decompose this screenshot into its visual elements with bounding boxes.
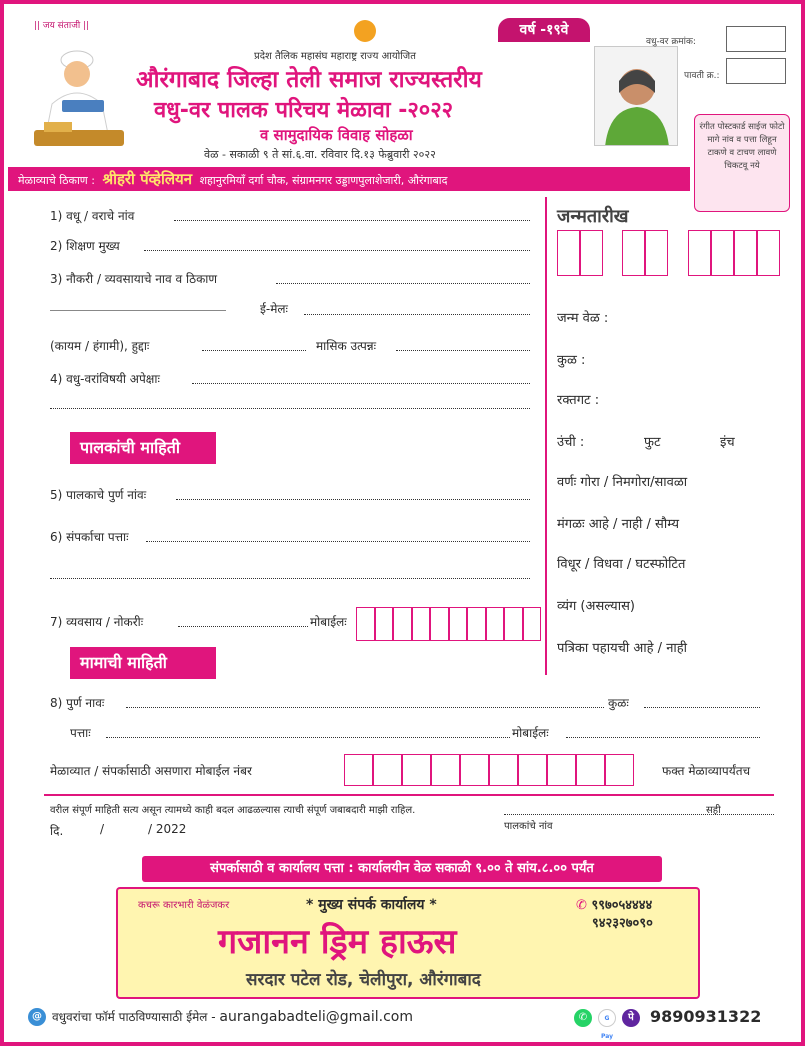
field-mobile-label: मोबाईलः — [310, 615, 347, 629]
birth-time-label: जन्म वेळ : — [557, 311, 609, 326]
dob-digit-box[interactable] — [734, 230, 757, 276]
field-parent-name-line[interactable] — [176, 499, 530, 500]
parents-section-head: पालकांची माहिती — [70, 432, 216, 464]
reg-number-box[interactable] — [726, 26, 786, 52]
dob-digit-box[interactable] — [557, 230, 580, 276]
date-separator: / — [100, 822, 105, 836]
office-box — [116, 887, 700, 999]
complexion-label: वर्णः गोरा / निमगोरा/सावळा — [557, 475, 688, 490]
parent-name-label: पालकांचे नांव — [504, 821, 553, 832]
signature-label: सही — [706, 805, 721, 816]
contact-band: संपर्कासाठी व कार्यालय पत्ता : कार्यालयीन वेळ सकाळी ९.०० ते सांय.८.०० पर्यंत — [142, 856, 662, 882]
phonepe-icon: पे — [622, 1009, 640, 1027]
mobile-digit-box[interactable] — [467, 607, 486, 641]
field-contact-address-line[interactable] — [146, 541, 530, 542]
melava-mobile-digit-box[interactable] — [605, 754, 634, 786]
gpay-icon: G Pay — [598, 1009, 616, 1027]
melava-mobile-digit-box[interactable] — [518, 754, 547, 786]
event-timing: वेळ - सकाळी ९ ते सां.६.वा. रविवार दि.१३ फेब्रुवारी २०२२ — [204, 148, 436, 161]
melava-mobile-digit-box[interactable] — [460, 754, 489, 786]
receipt-label: पावती क्र.: — [684, 71, 720, 81]
reg-number-label: वधु-वर क्रमांक: — [646, 37, 696, 47]
field-job-line-2[interactable] — [50, 310, 226, 311]
office-phone-1[interactable] — [576, 895, 652, 913]
office-phone-2[interactable]: ९४२३२७०९० — [592, 916, 653, 931]
signature-line[interactable] — [504, 814, 774, 815]
email-icon: @ — [28, 1008, 46, 1026]
field-name-label: 1) वधू / वराचे नांव — [50, 209, 135, 223]
ganesh-emblem — [354, 20, 376, 42]
dob-digit-box[interactable] — [757, 230, 780, 276]
year-badge: वर्ष -१९वे — [498, 18, 590, 42]
dob-digit-box[interactable] — [622, 230, 645, 276]
whatsapp-icon: ✆ — [574, 1009, 592, 1027]
field-uncle-name-label: 8) पुर्ण नावः — [50, 696, 105, 710]
office-name: गजानन ड्रिम हाऊस — [218, 922, 457, 962]
inch-label: इंच — [720, 435, 735, 450]
field-job-label: 3) नौकरी / व्यवसायाचे नाव व ठिकाण — [50, 272, 218, 286]
melava-mobile-digit-box[interactable] — [402, 754, 431, 786]
dob-title: जन्मतारीख — [557, 206, 629, 227]
field-permanent-label: (कायम / हंगामी), हुद्दाः — [50, 339, 150, 353]
dob-digit-box[interactable] — [580, 230, 603, 276]
mobile-digit-box[interactable] — [504, 607, 523, 641]
field-uncle-mobile-line[interactable] — [566, 737, 760, 738]
feet-label: फुट — [644, 435, 661, 450]
melava-mobile-digit-box[interactable] — [344, 754, 373, 786]
mobile-digit-box[interactable] — [523, 607, 542, 641]
mobile-digit-box[interactable] — [375, 607, 394, 641]
disability-label: व्यंग (असल्यास) — [557, 599, 635, 614]
melava-mobile-digit-box[interactable] — [547, 754, 576, 786]
field-contact-address-line-2[interactable] — [50, 578, 530, 579]
tagline: || जय संताजी || — [34, 21, 90, 31]
title-line-2: वधु-वर पालक परिचय मेळावा -२०२२ — [154, 98, 454, 123]
field-expectation-line-2[interactable] — [50, 408, 530, 409]
title-line-3: व सामुदायिक विवाह सोहळा — [260, 126, 413, 144]
melava-mobile-digit-box[interactable] — [489, 754, 518, 786]
photo-note: रंगीत पोस्टकार्ड साईज फोटो मागे नांव व पत्ता लिहून टाकणे व टाचण लावणे चिकटवू नये — [694, 114, 790, 212]
field-occupation-label: 7) व्यवसाय / नोकरीः — [50, 615, 144, 629]
date-prefix: दि. — [50, 824, 64, 838]
contact-person: कचरू कारभारी वेळंजकर — [138, 900, 230, 911]
dob-digit-box[interactable] — [645, 230, 668, 276]
field-expectation-label: 4) वधु-वरांविषयी अपेक्षाः — [50, 372, 160, 386]
field-uncle-address-line[interactable] — [106, 737, 510, 738]
email-address[interactable]: aurangabadteli@gmail.com — [219, 1009, 413, 1025]
field-parent-name-label: 5) पालकाचे पुर्ण नांवः — [50, 488, 147, 502]
field-uncle-name-line[interactable] — [126, 707, 604, 708]
field-contact-address-label: 6) संपर्काचा पत्ताः — [50, 530, 129, 544]
dob-digit-box[interactable] — [711, 230, 734, 276]
field-education-line[interactable] — [144, 250, 530, 251]
receipt-box[interactable] — [726, 58, 786, 84]
field-uncle-mobile-label: मोबाईलः — [512, 726, 549, 740]
blood-group-label: रक्तगट : — [557, 393, 600, 408]
field-occupation-line[interactable] — [178, 626, 308, 627]
melava-mobile-digit-box[interactable] — [431, 754, 460, 786]
main-phone[interactable]: 9890931322 — [650, 1007, 762, 1026]
mobile-digit-box[interactable] — [356, 607, 375, 641]
marital-status-label: विधूर / विधवा / घटस्फोटित — [557, 557, 686, 572]
office-address: सरदार पटेल रोड, चेलीपुरा, औरंगाबाद — [246, 970, 481, 990]
date-year: / 2022 — [148, 822, 187, 836]
mobile-digit-box[interactable] — [393, 607, 412, 641]
uncle-section-head: मामाची माहिती — [70, 647, 216, 679]
melava-mobile-digit-box[interactable] — [373, 754, 402, 786]
saint-illustration — [22, 34, 132, 152]
declaration-text: वरील संपूर्ण माहिती सत्य असून त्यामध्ये काही बदल आढळल्यास त्याची संपूर्ण जबाबदारी माझी राहिल. — [50, 805, 416, 816]
melava-mobile-digit-box[interactable] — [576, 754, 605, 786]
declaration-divider — [44, 794, 774, 796]
melava-mobile-label: मेळाव्यात / संपर्कासाठी असणारा मोबाईल नंबर — [50, 764, 252, 778]
field-uncle-kul-label: कुळः — [608, 696, 629, 710]
sample-photo — [594, 46, 678, 146]
venue-name: श्रीहरी पॅव्हेलियन — [102, 170, 193, 188]
venue-address: शहानुरमियाँ दर्गा चौक, संग्रामनगर उड्डाणपुलाशेजारी, औरंगाबाद — [199, 174, 448, 187]
dob-digit-box[interactable] — [688, 230, 711, 276]
office-phone-1-text: ९९७०५४४४४ — [591, 898, 653, 913]
field-uncle-address-label: पत्ताः — [70, 726, 91, 740]
field-email-label: ई-मेलः — [260, 302, 288, 316]
field-education-label: 2) शिक्षण मुख्य — [50, 239, 120, 253]
mangal-label: मंगळः आहे / नाही / सौम्य — [557, 517, 679, 532]
horoscope-label: पत्रिका पहायची आहे / नाही — [557, 641, 688, 656]
mobile-digit-box[interactable] — [486, 607, 505, 641]
field-expectation-line[interactable] — [192, 383, 530, 384]
height-label: उंची : — [557, 435, 585, 450]
field-job-line[interactable] — [276, 283, 530, 284]
office-heading: * मुख्य संपर्क कार्यालय * — [306, 897, 437, 913]
field-income-line[interactable] — [396, 350, 530, 351]
email-label: वधुवरांचा फॉर्म पाठविण्यासाठी ईमेल - — [52, 1010, 216, 1024]
venue-label: मेळाव्याचे ठिकाण : — [18, 174, 95, 187]
melava-only-label: फक्त मेळाव्यापर्यंतच — [662, 764, 751, 778]
field-permanent-line[interactable] — [202, 350, 306, 351]
whatsapp-icon: ✆ — [576, 898, 587, 913]
email-line — [52, 1008, 413, 1025]
field-email-line[interactable] — [304, 314, 530, 315]
venue-band — [8, 167, 690, 191]
kul-label: कुळ : — [557, 353, 586, 368]
mobile-digit-box[interactable] — [430, 607, 449, 641]
column-divider — [545, 197, 547, 675]
field-uncle-kul-line[interactable] — [644, 707, 760, 708]
mobile-digit-box[interactable] — [449, 607, 468, 641]
organizer-line: प्रदेश तैलिक महासंघ महाराष्ट्र राज्य आयोजित — [254, 51, 416, 62]
field-name-line[interactable] — [174, 220, 530, 221]
title-line-1: औरंगाबाद जिल्हा तेली समाज राज्यस्तरीय — [136, 67, 482, 93]
field-income-label: मासिक उत्पन्नः — [316, 339, 377, 353]
mobile-digit-box[interactable] — [412, 607, 431, 641]
